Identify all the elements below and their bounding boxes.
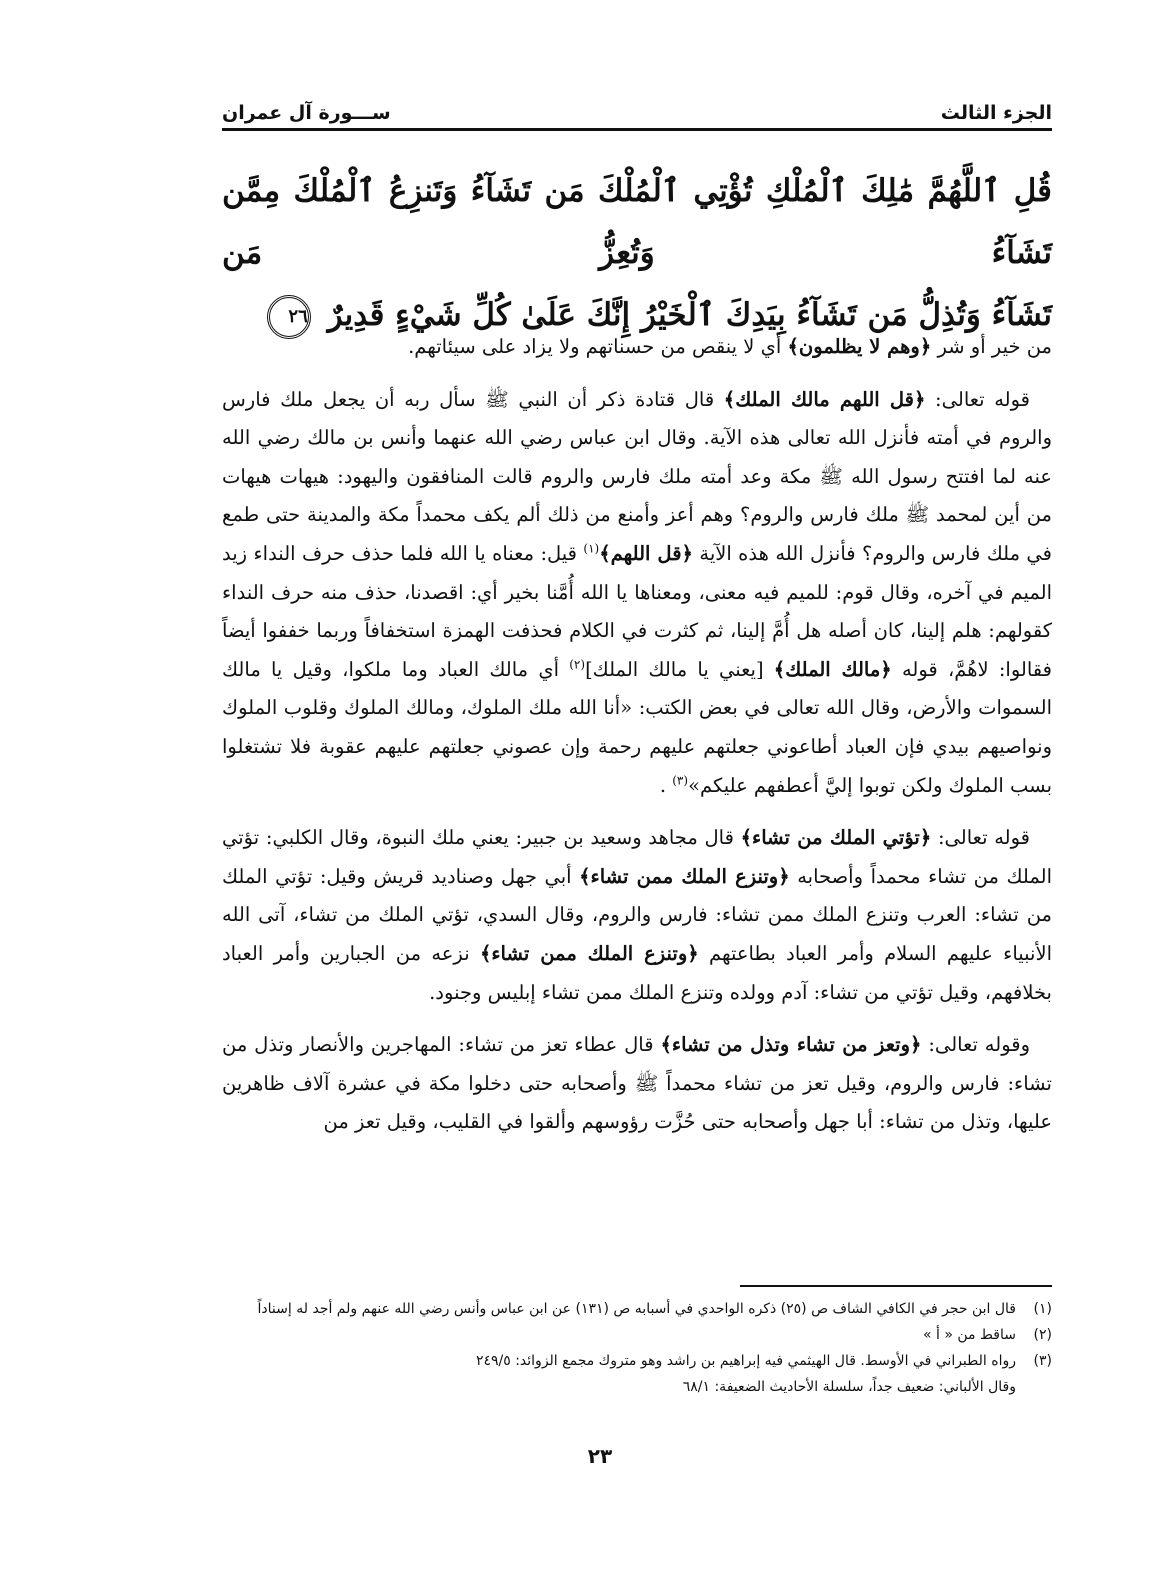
text-run: من خير أو شر [931,335,1052,358]
text-run: أي مالك العباد وما ملكوا، وقيل يا مالك السموات والأرض، وقال الله تعالى في بعض الكتب: «أنا الله ملك الملوك، ومالك الملوك وقلوب الملوك ونواصيهم بيدي فإن العباد أطاعوني جعلتهم عليهم رحمة وإن عصوني جعلتهم عليهم عقوبة فلا تشتغلوا بسب الملوك ولكن توبوا إليَّ أعطفهم عليكم» [222,657,1052,797]
paragraph-2 [222,381,1052,806]
text-run: قال قتادة ذكر أن النبي ﷺ سأل ربه أن يجعل ملك فارس والروم في أمته فأنزل الله تعالى هذه الآية. وقال ابن عباس رضي الله عنهما وأنس بن مالك رضي الله عنه لما افتتح رسول الله ﷺ مكة وعد أمته ملك فارس والروم قالت المنافقون واليهود: هيهات هيهات من أين لمحمد ﷺ ملك فارس والروم؟ وهم أعز وأمنع من ذلك ألم يكف محمداً مكة والمدينة حتى طمع في ملك فارس والروم؟ فأنزل الله هذه الآية [222,387,1053,565]
quran-quote: ﴿مالك الملك﴾ [773,657,892,681]
text-run: قوله تعالى: [931,826,1030,850]
text-run: قال مجاهد وسعيد بن جبير: يعني ملك النبوة، وقال الكلبي: تؤتي الملك من تشاء محمداً وأصحابه [222,826,1053,888]
footnote-3 [222,1348,1052,1374]
footnote-number: (٢) [1033,1327,1052,1343]
text-run: نزعه من الجبارين وأمر العباد بخلافهم، وقيل تؤتي من تشاء: آدم وولده وتنزع الملك ممن تشاء إبليس وجنود. [222,941,1052,1004]
footnote-separator [740,1285,1052,1287]
quran-quote: ﴿وتعز من تشاء وتذل من تشاء﴾ [660,1033,922,1057]
ayah-number-marker: ٢٦ [267,295,311,339]
quran-quote: ﴿وتنزع الملك ممن تشاء﴾ [579,864,790,888]
juz-title: الجزء الثالث [940,102,1052,124]
quran-quote: ﴿وهم لا يظلمون﴾ [787,335,932,358]
footnote-2 [222,1322,1052,1348]
quran-quote: ﴿قل اللهم﴾ [599,541,693,565]
footnote-number: (١) [1033,1301,1052,1317]
footnote-text: قال ابن حجر في الكافي الشاف ص (٢٥) ذكره الواحدي في أسبابه ص (١٣١) عن ابن عباس وأنس رضي الله عنهم ولم أجد له إسناداً [257,1301,1016,1317]
verse-line-2-text: تَشَآءُ وَتُذِلُّ مَن تَشَآءُ بِيَدِكَ ٱلْخَيْرُ إِنَّكَ عَلَىٰ كُلِّ شَيْءٍ قَدِيرٌ [327,297,1052,333]
paragraph-3 [222,819,1052,1012]
text-run: وقوله تعالى: [921,1033,1031,1057]
footnote-ref-3[interactable]: (٣) [672,773,689,788]
text-run: أي لا ينقص من حسناتهم ولا يزاد على سيئاتهم. [408,335,788,358]
footnote-number: (٣) [1033,1353,1052,1369]
footnote-text: ساقط من « أ » [923,1327,1016,1343]
footnote-text: رواه الطبراني في الأوسط. قال الهيثمي فيه إبراهيم بن راشد وهو متروك مجمع الزوائد: ٢٤٩/٥ [475,1353,1016,1369]
text-run: قيل: معناه يا الله فلما حذف حرف النداء زيد الميم في آخره، وقال قوم: للميم فيه معنى، ومعناها يا الله أُمَّنا بخير أي: اقصدنا، حذف منه حرف النداء كقولهم: هلم إلينا، كان أصله هل أُمَّ إلينا، ثم كثرت في الكلام فحذفت الهمزة استخفافاً وربما خففوا أيضاً فقالوا: لاهُمَّ، قوله [222,541,1052,681]
footnote-3-continuation: وقال الألباني: ضعيف جداً، سلسلة الأحاديث الضعيفة: ٦٨/١ [682,1379,1016,1395]
quran-quote: ﴿وتنزع الملك ممن تشاء﴾ [479,941,699,965]
paragraph-1 [222,328,1052,367]
footnote-ref-2[interactable]: (٢) [569,657,586,672]
commentary-body [222,328,1052,1156]
footnotes [222,1296,1052,1400]
header-rule [222,128,1052,131]
text-run: . [659,773,673,797]
footnote-ref-1[interactable]: (١) [583,541,600,556]
text-run: قال عطاء تعز من تشاء: المهاجرين والأنصار وتذل من تشاء: فارس والروم، وقيل تعز من تشاء محمداً ﷺ وأصحابه حتى دخلوا مكة في عشرة آلاف ظاهرين عليها، وتذل من تشاء: أبا جهل وأصحابه حتى حُزَّت رؤوسهم وألقوا في القليب، وقيل تعز من [222,1033,1052,1134]
quran-verse [222,160,1052,346]
verse-line-1: قُلِ ٱللَّهُمَّ مَٰلِكَ ٱلْمُلْكِ تُؤْتِي ٱلْمُلْكَ مَن تَشَآءُ وَتَنزِعُ ٱلْمُلْكَ مِمَّن تَشَآءُ وَتُعِزُّ مَن [222,173,1052,271]
running-header [222,90,1052,124]
text-run: أبي جهل وصناديد قريش وقيل: تؤتي الملك من تشاء: العرب وتنزع الملك ممن تشاء: فارس والروم، وقال السدي، تؤتي الملك من تشاء، آتى الله الأنبياء عليهم السلام وأمر العباد بطاعتهم [222,864,1053,965]
text-run: قوله تعالى: [925,387,1031,411]
paragraph-4 [222,1026,1052,1142]
quran-quote: ﴿تؤتي الملك من تشاء﴾ [740,826,932,850]
quran-quote: ﴿قل اللهم مالك الملك﴾ [723,387,926,411]
footnote-1 [222,1296,1052,1322]
surah-title: ســـورة آل عمران [222,102,391,124]
text-run: [يعني يا مالك الملك] [585,657,774,681]
page-number: ٢٣ [587,1444,613,1468]
